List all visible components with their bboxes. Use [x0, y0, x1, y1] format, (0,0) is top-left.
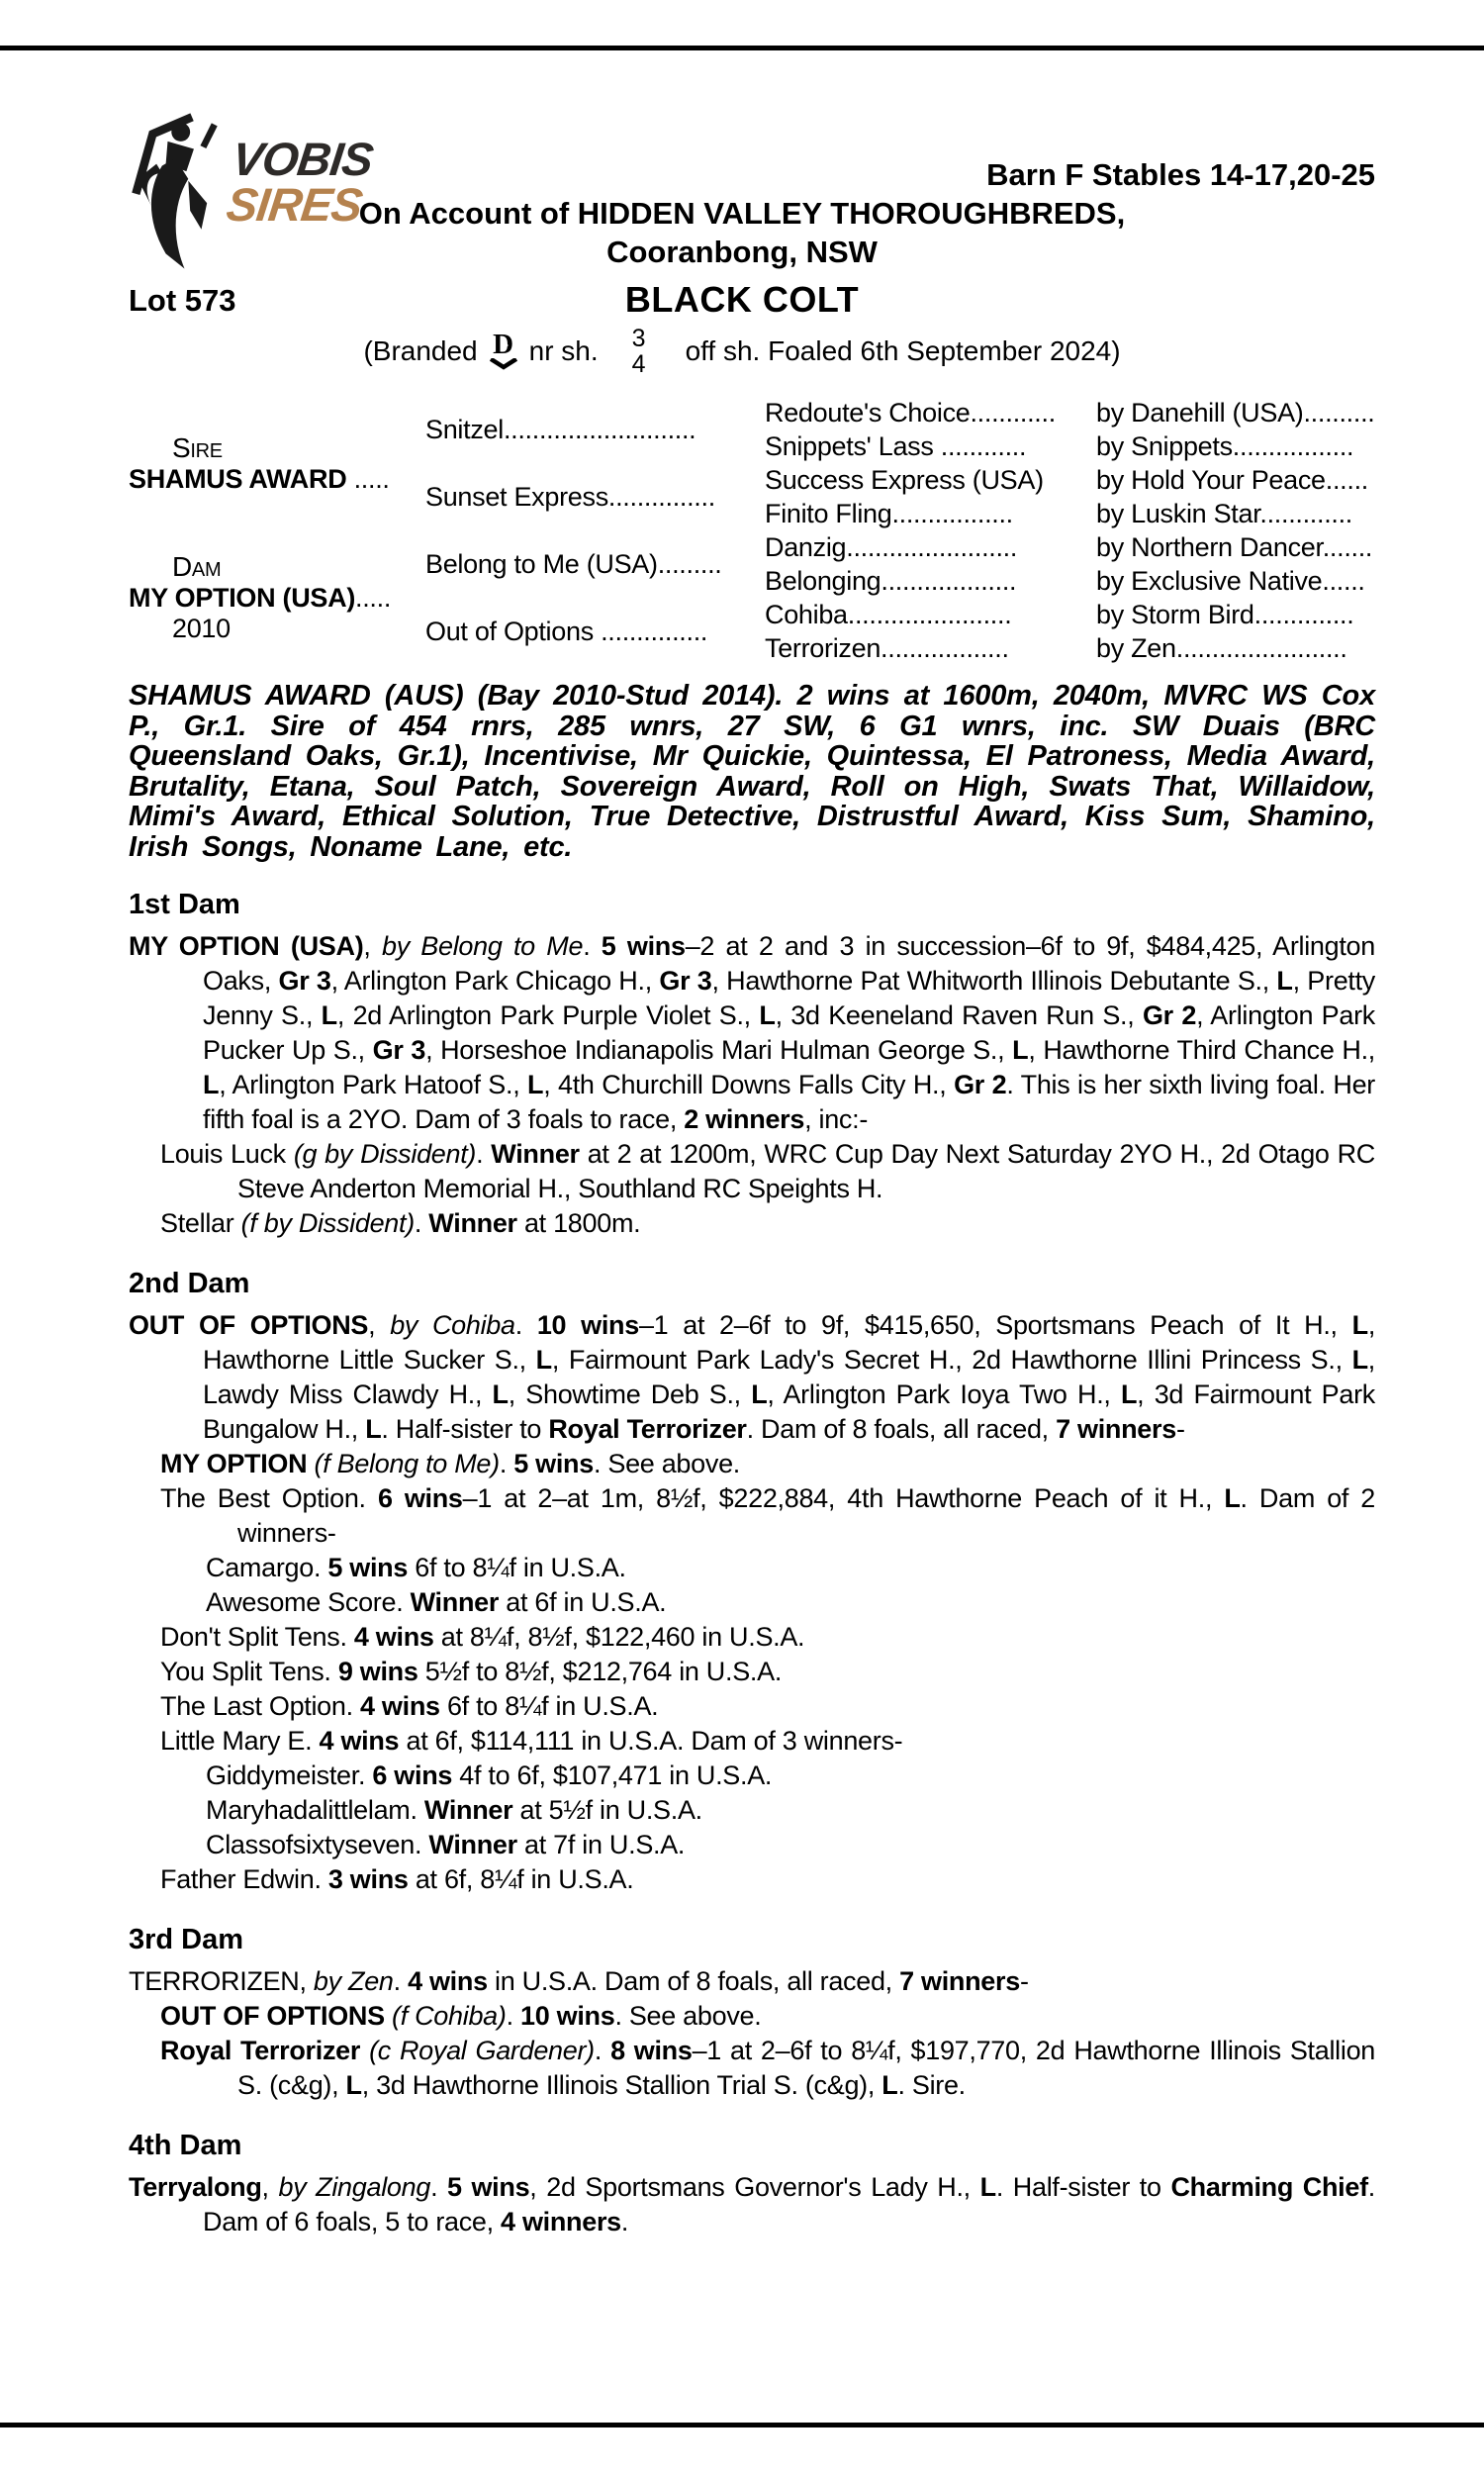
pedigree-entry: Awesome Score. Winner at 6f in U.S.A.	[206, 1587, 667, 1617]
catalogue-header	[0, 50, 1484, 397]
pedigree-entry: Classofsixtyseven. Winner at 7f in U.S.A.	[206, 1830, 686, 1859]
brand-number-bottom: 4	[631, 350, 646, 378]
dam-heading: 2nd Dam	[129, 1268, 250, 1299]
pedigree-entry: Father Edwin. 3 wins at 6f, 8¼f in U.S.A.	[160, 1864, 634, 1894]
pedigree-subject-column	[129, 396, 425, 665]
pedigree-entry: MY OPTION (f Belong to Me). 5 wins. See above.	[160, 1449, 740, 1478]
ancestor-name: Redoute's Choice............	[765, 398, 1056, 428]
dam-heading: 4th Dam	[129, 2130, 242, 2161]
pedigree-entry: Little Mary E. 4 wins at 6f, $114,111 in U.S.A. Dam of 3 winners-	[160, 1726, 903, 1756]
foaled-date-text: off sh. Foaled 6th September 2024)	[685, 335, 1121, 366]
pedigree-entry: Louis Luck (g by Dissident). Winner at 2 at 1200m, WRC Cup Day Next Saturday 2YO H., 2d Otago RC Steve Anderton Memorial H., Southland RC Speights H.	[160, 1139, 1375, 1203]
ancestor-name: Danzig........................	[765, 532, 1018, 562]
pedigree-entry: Don't Split Tens. 4 wins at 8¼f, 8½f, $122,460 in U.S.A.	[160, 1622, 805, 1652]
brand-foaling-line	[0, 326, 1484, 377]
ancestor-sire: by Northern Dancer.......	[1096, 532, 1373, 562]
dam-block	[129, 530, 425, 665]
pedigree-gen3-column	[765, 396, 1096, 665]
ancestor-sire: by Danehill (USA)..........	[1096, 398, 1375, 428]
barn-stables-line: Barn F Stables 14-17,20-25	[986, 157, 1375, 192]
logo-word-vobis: VOBIS	[229, 133, 376, 185]
dam-label: Dam	[172, 551, 222, 582]
ancestor-name: Snippets' Lass ............	[765, 431, 1027, 461]
ancestor-name: Terrorizen..................	[765, 633, 1009, 663]
sire-summary-paragraph: SHAMUS AWARD (AUS) (Bay 2010-Stud 2014). 2 wins at 1600m, 2040m, MVRC WS Cox P., Gr.1. Sire of 454 rnrs, 285 wnrs, 27 SW, 6 G1 wnrs, inc. SW Duais (BRC Queensland Oaks, Gr.1), Incentivise, Mr Quickie, Quintessa, El Patroness, Media Award, Brutality, Etana, Soul Patch, Sovereign Award, Roll on High, Swats That, Willaidow, Mimi's Award, Ethical Solution, True Detective, Distrustful Award, Kiss Sum, Shamino, Irish Songs, Noname Lane, etc.	[129, 680, 1375, 863]
pedigree-entry: The Best Option. 6 wins–1 at 2–at 1m, 8½f, $222,884, 4th Hawthorne Peach of it H., L. Dam of 2 winners-	[160, 1483, 1376, 1548]
pedigree-entry: The Last Option. 4 wins 6f to 8¼f in U.S.A.	[160, 1691, 659, 1721]
pedigree-gen2-column	[425, 396, 765, 665]
pedigree-entry: Maryhadalittlelam. Winner at 5½f in U.S.A.	[206, 1795, 702, 1825]
dam-sections	[129, 888, 1375, 2239]
brand-letter: D	[493, 329, 514, 360]
ancestor-sire: by Zen........................	[1096, 633, 1347, 663]
gen2-ancestor: Snitzel...........................	[425, 414, 696, 444]
brand-mark-icon	[490, 329, 517, 370]
pedigree-entry: OUT OF OPTIONS (f Cohiba). 10 wins. See above.	[160, 2001, 762, 2031]
ancestor-name: Finito Fling.................	[765, 499, 1013, 528]
ancestor-sire: by Snippets.................	[1096, 431, 1354, 461]
pedigree-entry: TERRORIZEN, by Zen. 4 wins in U.S.A. Dam of 8 foals, all raced, 7 winners-	[129, 1966, 1029, 1996]
sire-block	[129, 396, 425, 530]
pedigree-entry: Stellar (f by Dissident). Winner at 1800m.	[160, 1208, 641, 1238]
ancestor-name: Belonging...................	[765, 566, 1017, 596]
pedigree-entry: MY OPTION (USA), by Belong to Me. 5 wins–2 at 2 and 3 in succession–6f to 9f, $484,425, Arlington Oaks, Gr 3, Arlington Park Chicago H., Gr 3, Hawthorne Pat Whitworth Illinois Debutante S., L, Pretty Jenny S., L, 2d Arlington Park Purple Violet S., L, 3d Keeneland Raven Run S., Gr 2, Arlington Park Pucker Up S., Gr 3, Horseshoe Indianapolis Mari Hulman George S., L, Hawthorne Third Chance H., L, Arlington Park Hatoof S., L, 4th Churchill Downs Falls City H., Gr 2. This is her sixth living foal. Her fifth foal is a 2YO. Dam of 3 foals to race, 2 winners, inc:-	[129, 931, 1376, 1134]
pedigree-gen4-column	[1096, 396, 1375, 665]
logo-word-sires: SIRES	[224, 178, 365, 231]
pedigree-entry: OUT OF OPTIONS, by Cohiba. 10 wins–1 at 2–6f to 9f, $415,650, Sportsmans Peach of It H., L, Hawthorne Little Sucker S., L, Fairmount Park Lady's Secret H., 2d Hawthorne Illini Princess S., L, Lawdy Miss Clawdy H., L, Showtime Deb S., L, Arlington Park Ioya Two H., L, 3d Fairmount Park Bungalow H., L. Half-sister to Royal Terrorizer. Dam of 8 foals, all raced, 7 winners-	[129, 1310, 1376, 1444]
catalogue-body	[129, 681, 1375, 2239]
dam-heading: 1st Dam	[129, 889, 240, 920]
ancestor-sire: by Hold Your Peace......	[1096, 465, 1368, 495]
brand-number-top: 3	[631, 325, 646, 352]
ancestor-name: Cohiba.......................	[765, 600, 1012, 629]
pedigree-entry: Giddymeister. 6 wins 4f to 6f, $107,471 in U.S.A.	[206, 1760, 773, 1790]
pedigree-entry: Camargo. 5 wins 6f to 8¼f in U.S.A.	[206, 1553, 626, 1582]
dam-heading: 3rd Dam	[129, 1924, 244, 1955]
ancestor-sire: by Exclusive Native......	[1096, 566, 1365, 596]
vendor-account-line: On Account of HIDDEN VALLEY THOROUGHBREDS,	[358, 196, 1126, 231]
bottom-rule	[0, 2423, 1484, 2427]
vendor-location-line: Cooranbong, NSW	[606, 235, 878, 269]
ancestor-name: Success Express (USA)	[765, 465, 1044, 495]
pedigree-entry: Royal Terrorizer (c Royal Gardener). 8 wins–1 at 2–6f to 8¼f, $197,770, 2d Hawthorne Illinois Stallion S. (c&g), L, 3d Hawthorne Illinois Stallion Trial S. (c&g), L. Sire.	[160, 2036, 1376, 2100]
pedigree-entry: You Split Tens. 9 wins 5½f to 8½f, $212,764 in U.S.A.	[160, 1657, 783, 1686]
ancestor-sire: by Storm Bird..............	[1096, 600, 1354, 629]
pedigree-entry: Terryalong, by Zingalong. 5 wins, 2d Sportsmans Governor's Lady H., L. Half-sister to Charming Chief. Dam of 6 foals, 5 to race, 4 winners.	[129, 2172, 1375, 2236]
near-shoulder-text: nr sh.	[528, 335, 599, 366]
brand-numbers	[632, 326, 646, 377]
ancestor-sire: by Luskin Star.............	[1096, 499, 1353, 528]
horse-description-title: BLACK COLT	[624, 279, 860, 320]
pedigree-table	[129, 396, 1375, 665]
lot-number: Lot 573	[129, 283, 236, 318]
sire-name: SHAMUS AWARD .....	[129, 463, 390, 494]
brand-prefix: (Branded	[363, 335, 478, 366]
dam-year: 2010	[172, 614, 231, 643]
gen2-ancestor: Out of Options ...............	[425, 616, 708, 646]
sire-label: Sire	[172, 431, 223, 463]
dam-name: MY OPTION (USA).....	[129, 583, 392, 613]
gen2-ancestor: Belong to Me (USA).........	[425, 548, 722, 579]
gen2-ancestor: Sunset Express...............	[425, 481, 715, 512]
